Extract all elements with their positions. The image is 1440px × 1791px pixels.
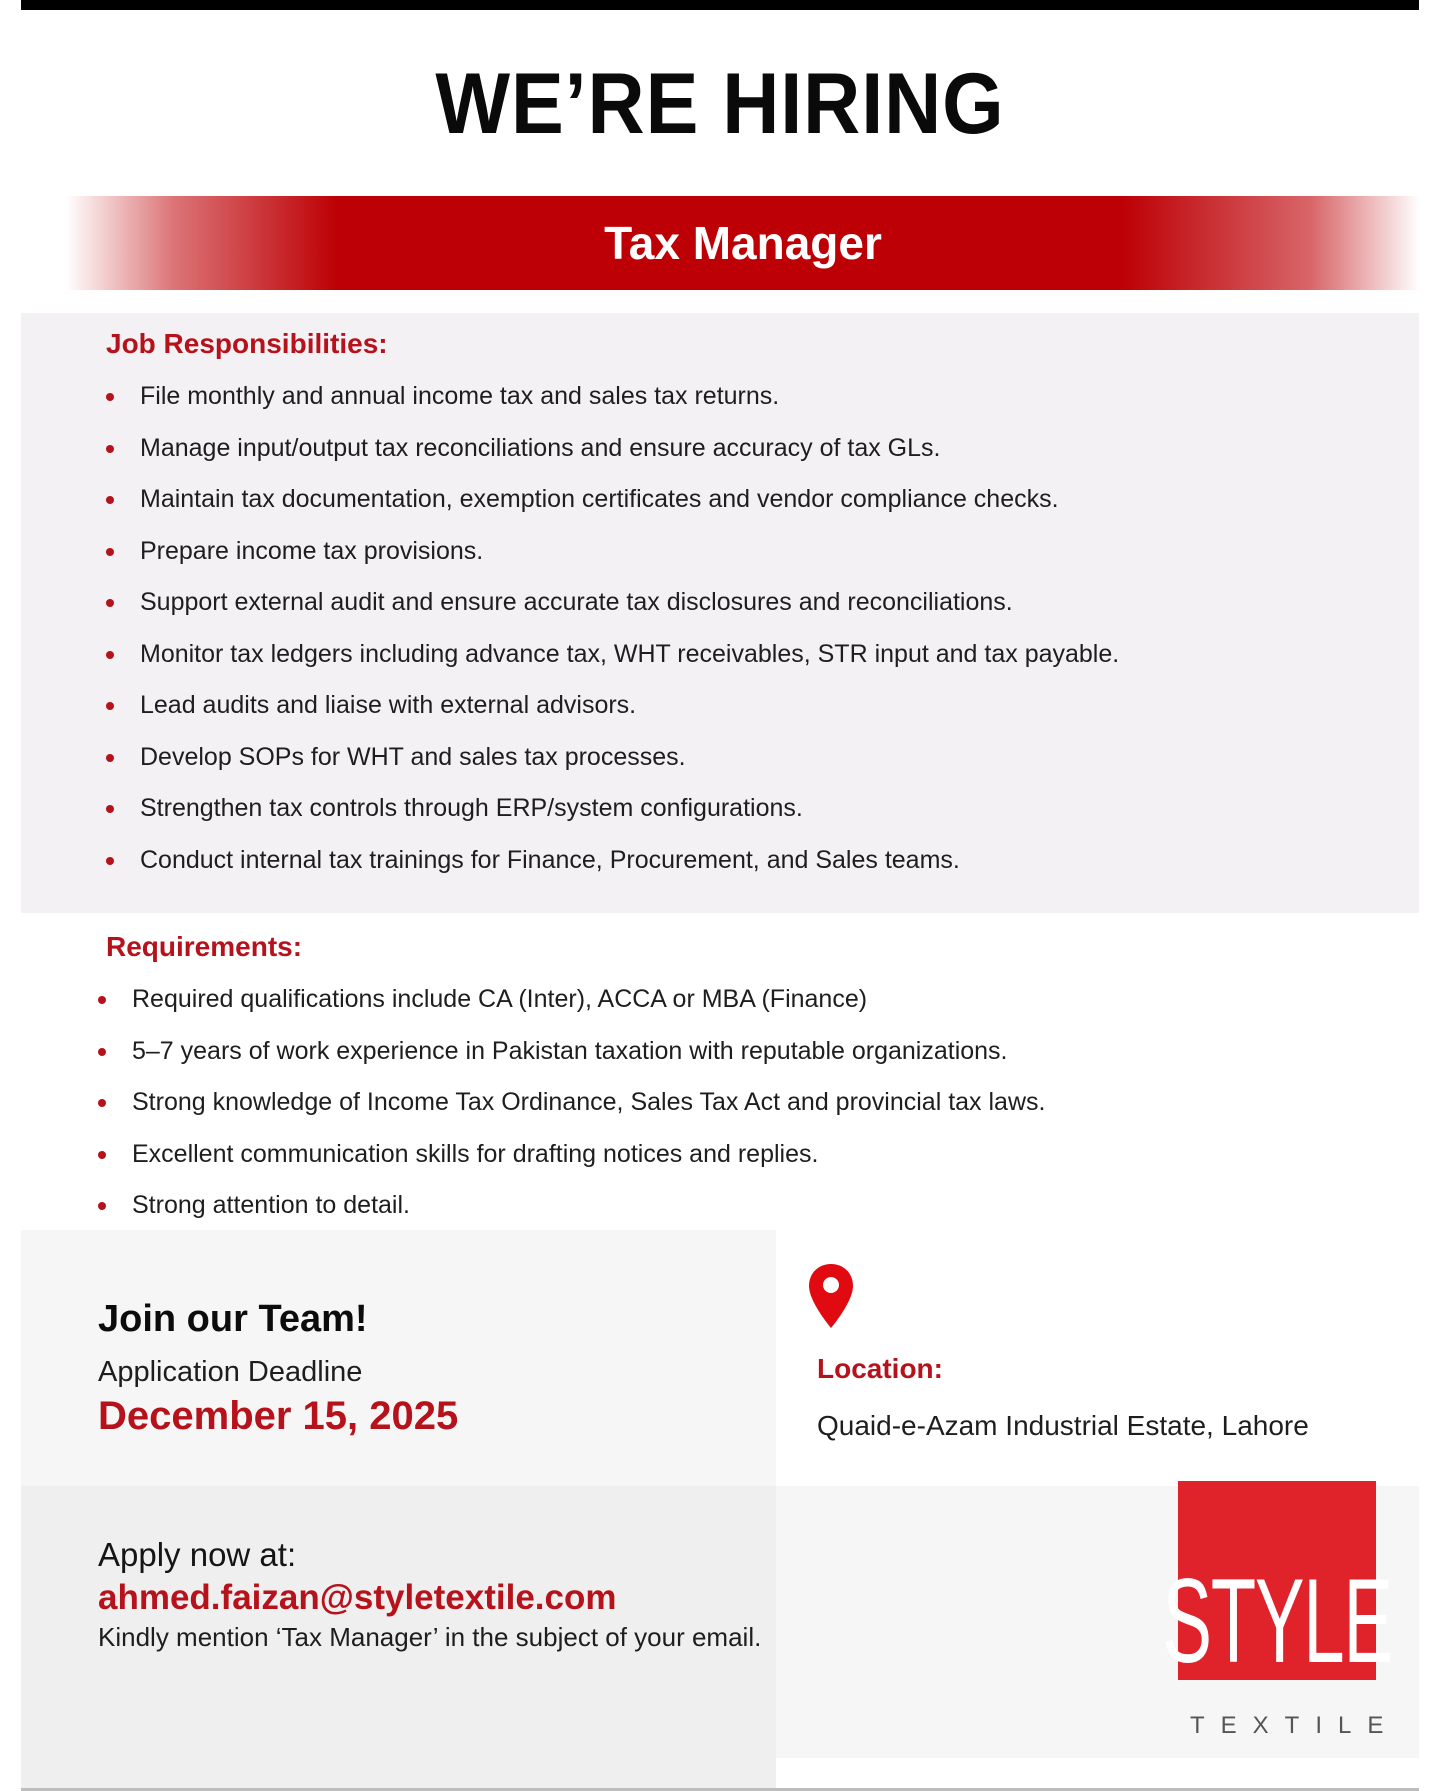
deadline-label: Application Deadline <box>98 1356 363 1388</box>
job-title: Tax Manager <box>604 217 882 269</box>
list-item: Required qualifications include CA (Inter), ACCA or MBA (Finance) <box>96 974 1045 1026</box>
list-item: Strengthen tax controls through ERP/system configurations. <box>104 783 1119 835</box>
location-value: Quaid-e-Azam Industrial Estate, Lahore <box>817 1410 1309 1441</box>
apply-email-link[interactable]: ahmed.faizan@styletextile.com <box>98 1578 617 1617</box>
requirements-list <box>96 974 1045 1232</box>
list-item: Develop SOPs for WHT and sales tax processes. <box>104 732 1119 784</box>
responsibilities-list <box>104 371 1119 886</box>
list-item: Prepare income tax provisions. <box>104 526 1119 578</box>
list-item: Maintain tax documentation, exemption certificates and vendor compliance checks. <box>104 474 1119 526</box>
list-item: Monitor tax ledgers including advance tax, WHT receivables, STR input and tax payable. <box>104 629 1119 681</box>
list-item: Conduct internal tax trainings for Finance, Procurement, and Sales teams. <box>104 835 1119 887</box>
list-item: Support external audit and ensure accurate tax disclosures and reconciliations. <box>104 577 1119 629</box>
list-item: File monthly and annual income tax and sales tax returns. <box>104 371 1119 423</box>
responsibilities-heading: Job Responsibilities: <box>106 328 388 359</box>
list-item: Manage input/output tax reconciliations and ensure accuracy of tax GLs. <box>104 423 1119 475</box>
list-item: Excellent communication skills for drafting notices and replies. <box>96 1129 1045 1181</box>
list-item: Strong knowledge of Income Tax Ordinance, Sales Tax Act and provincial tax laws. <box>96 1077 1045 1129</box>
list-item: Strong attention to detail. <box>96 1180 1045 1232</box>
job-title-band <box>66 196 1420 290</box>
list-item: 5–7 years of work experience in Pakistan taxation with reputable organizations. <box>96 1026 1045 1078</box>
top-border <box>21 0 1419 10</box>
map-pin-icon <box>807 1262 855 1330</box>
list-item: Lead audits and liaise with external advisors. <box>104 680 1119 732</box>
logo-wordmark: STYLE <box>1162 1554 1392 1688</box>
join-title: Join our Team! <box>98 1298 368 1340</box>
style-textile-logo <box>1162 1481 1392 1688</box>
apply-note: Kindly mention ‘Tax Manager’ in the subject of your email. <box>98 1622 762 1652</box>
logo-subtitle: TEXTILE <box>1190 1712 1400 1739</box>
apply-label: Apply now at: <box>98 1536 297 1573</box>
location-label: Location: <box>817 1353 943 1384</box>
requirements-heading: Requirements: <box>106 931 303 962</box>
hiring-headline: WE’RE HIRING <box>435 56 1005 152</box>
deadline-date: December 15, 2025 <box>98 1394 459 1438</box>
